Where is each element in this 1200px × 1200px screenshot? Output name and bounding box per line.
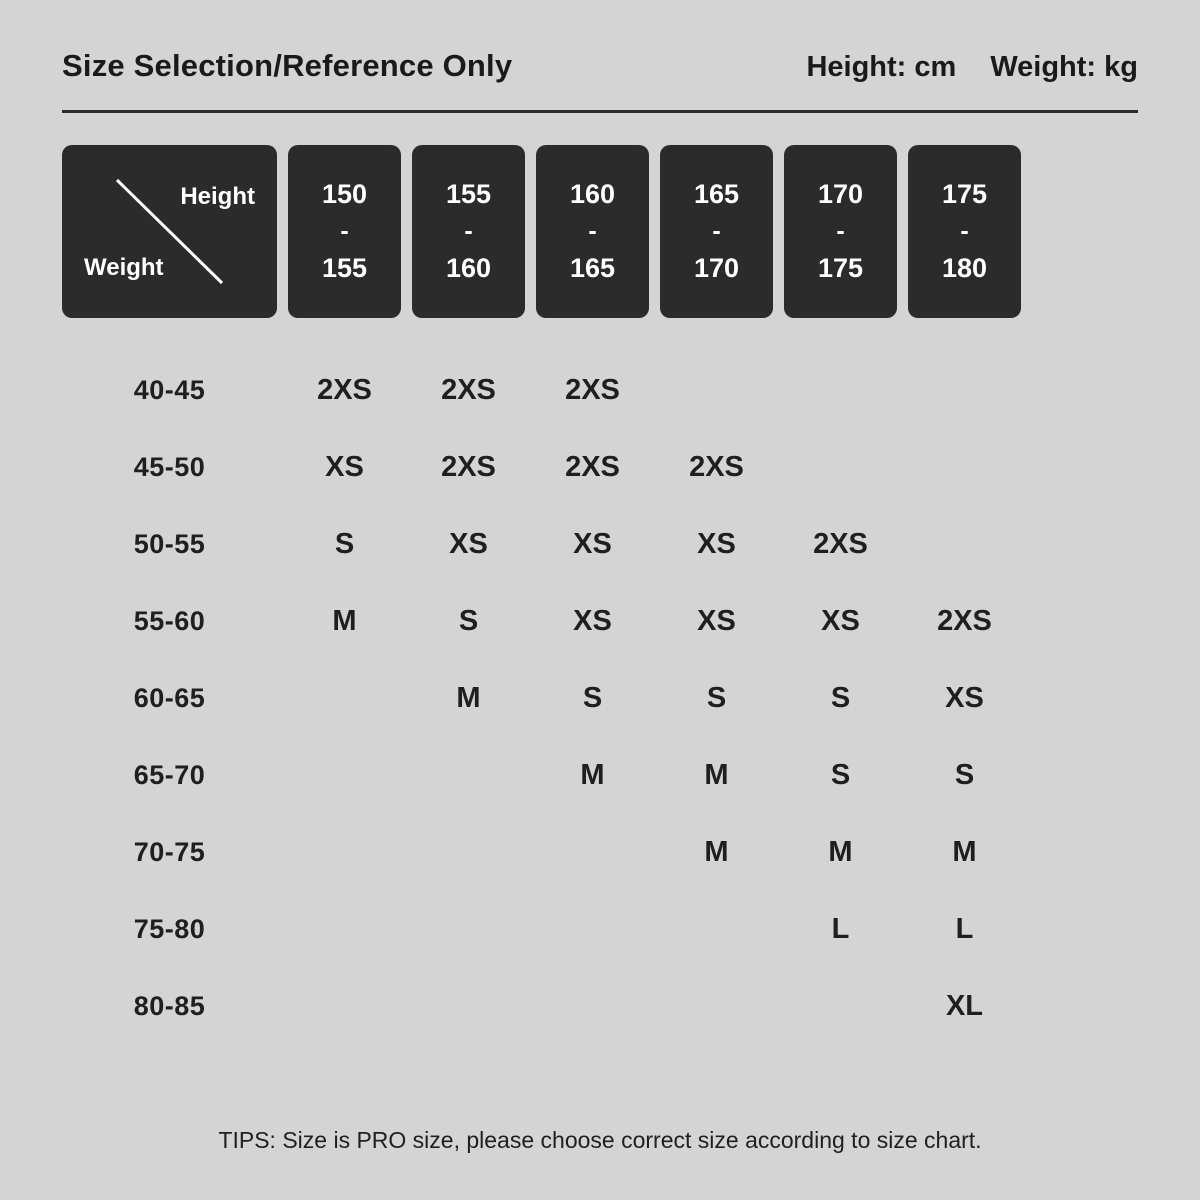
table-row: [62, 583, 1138, 660]
cell-3-2: XS: [573, 605, 612, 637]
column-header-3-top: 165: [693, 179, 740, 210]
row-label-0: 40-45: [133, 375, 206, 405]
column-header-5-top: 175: [941, 179, 988, 210]
column-header-1-top: 155: [445, 179, 492, 210]
tips-note: TIPS: Size is PRO size, please choose correct size according to size chart.: [218, 1127, 982, 1153]
column-header-4-sep: -: [836, 216, 845, 245]
cell-2-3: XS: [697, 528, 736, 560]
cell-1-3: 2XS: [689, 451, 744, 483]
table-row: [62, 506, 1138, 583]
cell-5-2: M: [580, 759, 605, 791]
column-header-4-bottom: 175: [817, 253, 864, 284]
table-body: [62, 352, 1138, 1045]
row-label-3: 55-60: [133, 606, 206, 636]
table-row: [62, 737, 1138, 814]
cell-0-0: 2XS: [317, 374, 372, 406]
diagonal-divider-icon: [62, 145, 277, 318]
page-header: [62, 0, 1138, 84]
cell-6-5: M: [952, 836, 977, 868]
cell-4-2: S: [582, 682, 603, 714]
column-header-1-sep: -: [464, 216, 473, 245]
cell-1-0: XS: [325, 451, 364, 483]
weight-unit-label: Weight: kg: [990, 51, 1138, 83]
cell-5-5: S: [954, 759, 975, 791]
column-header-3-bottom: 170: [693, 253, 740, 284]
row-label-6: 70-75: [133, 837, 206, 867]
corner-weight-label: Weight: [84, 254, 164, 281]
table-row: [62, 660, 1138, 737]
cell-3-1: S: [458, 605, 479, 637]
page-title: Size Selection/Reference Only: [62, 48, 513, 83]
table-row: [62, 891, 1138, 968]
column-header-2-sep: -: [588, 216, 597, 245]
column-header-5-bottom: 180: [941, 253, 988, 284]
row-label-2: 50-55: [133, 529, 206, 559]
cell-0-2: 2XS: [565, 374, 620, 406]
column-header-2-top: 160: [569, 179, 616, 210]
cell-4-5: XS: [945, 682, 984, 714]
column-header-5: [908, 145, 1021, 318]
column-header-0: [288, 145, 401, 318]
column-header-0-sep: -: [340, 216, 349, 245]
row-label-5: 65-70: [133, 760, 206, 790]
table-row: [62, 429, 1138, 506]
row-label-4: 60-65: [133, 683, 206, 713]
column-header-2: [536, 145, 649, 318]
cell-1-2: 2XS: [565, 451, 620, 483]
cell-7-4: L: [831, 913, 850, 945]
column-header-0-bottom: 155: [321, 253, 368, 284]
height-unit-label: Height: cm: [806, 51, 957, 83]
row-label-1: 45-50: [133, 452, 206, 482]
table-row: [62, 968, 1138, 1045]
size-table: [62, 145, 1138, 1045]
cell-4-3: S: [706, 682, 727, 714]
cell-3-3: XS: [697, 605, 736, 637]
column-header-3: [660, 145, 773, 318]
column-header-5-sep: -: [960, 216, 969, 245]
cell-2-4: 2XS: [813, 528, 868, 560]
table-header-row: [62, 145, 1138, 318]
cell-4-4: S: [830, 682, 851, 714]
cell-2-0: S: [334, 528, 355, 560]
column-header-3-sep: -: [712, 216, 721, 245]
cell-8-5: XL: [945, 990, 984, 1022]
axis-corner-cell: [62, 145, 277, 318]
column-header-4-top: 170: [817, 179, 864, 210]
cell-5-4: S: [830, 759, 851, 791]
header-divider: [62, 110, 1138, 113]
row-label-7: 75-80: [133, 914, 206, 944]
table-row: [62, 814, 1138, 891]
cell-6-3: M: [704, 836, 729, 868]
cell-4-1: M: [456, 682, 481, 714]
column-header-1-bottom: 160: [445, 253, 492, 284]
column-header-2-bottom: 165: [569, 253, 616, 284]
cell-3-4: XS: [821, 605, 860, 637]
cell-6-4: M: [828, 836, 853, 868]
table-row: [62, 352, 1138, 429]
cell-3-0: M: [332, 605, 357, 637]
cell-0-1: 2XS: [441, 374, 496, 406]
cell-2-2: XS: [573, 528, 612, 560]
cell-5-3: M: [704, 759, 729, 791]
column-header-4: [784, 145, 897, 318]
row-label-8: 80-85: [133, 991, 206, 1021]
unit-legend: [806, 51, 1138, 84]
cell-1-1: 2XS: [441, 451, 496, 483]
column-header-1: [412, 145, 525, 318]
cell-2-1: XS: [449, 528, 488, 560]
cell-3-5: 2XS: [937, 605, 992, 637]
corner-height-label: Height: [180, 183, 255, 210]
cell-7-5: L: [955, 913, 974, 945]
column-header-0-top: 150: [321, 179, 368, 210]
